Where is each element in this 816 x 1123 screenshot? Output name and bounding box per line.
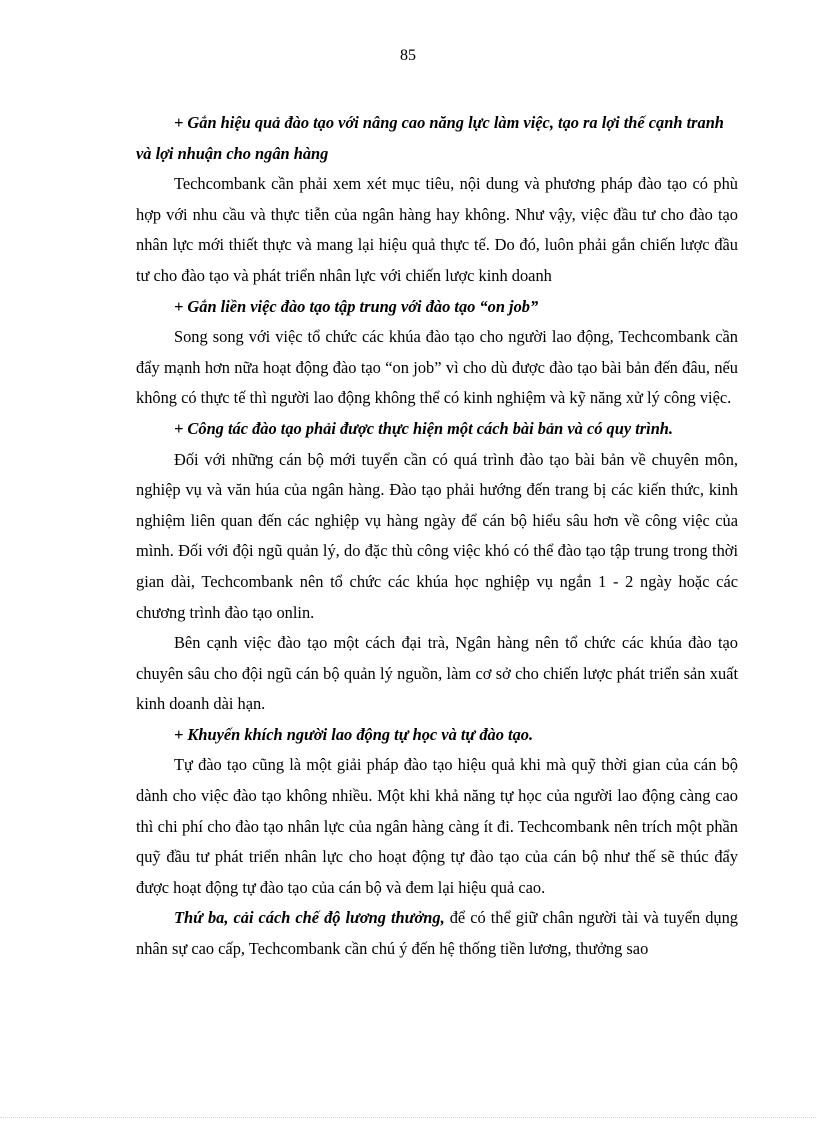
section-heading-self-study: + Khuyến khích người lao động tự học và tự đào tạo. [174, 724, 534, 744]
paragraph-on-job-training: Song song với việc tổ chức các khúa đào tạo cho người lao động, Techcombank cần đẩy mạnh hơn nữa hoạt động đào tạo “on job” vì cho dù được đào tạo bài bản đến đâu, nếu không có thực tế thì người lao động không thể có kinh nghiệm và kỹ năng xử lý công việc. [136, 327, 738, 408]
paragraph-specialized-training: Bên cạnh việc đào tạo một cách đại trà, Ngân hàng nên tổ chức các khúa đào tạo chuyên sâu cho đội ngũ cán bộ quản lý nguồn, làm cơ sở cho chiến lược phát triển sản xuất kinh doanh dài hạn. [136, 633, 738, 714]
paragraph-training-objectives: Techcombank cần phải xem xét mục tiêu, nội dung và phương pháp đào tạo có phù hợp với nhu cầu và thực tiễn của ngân hàng hay không. Như vậy, việc đầu tư cho đào tạo nhân lực mới thiết thực và mang lại hiệu quả thực tế. Do đó, luôn phải gắn chiến lược đầu tư cho đào tạo và phát triển nhân lực với chiến lược kinh doanh [136, 174, 738, 285]
paragraph-new-staff-training: Đối với những cán bộ mới tuyển cần có quá trình đào tạo bài bản về chuyên môn, nghiệp vụ và văn húa của ngân hàng. Đào tạo phải hướng đến trang bị các kiến thức, kinh nghiệm liên quan đến các nghiệp vụ hàng ngày để cán bộ hiểu sâu hơn về công việc của mình. Đối với đội ngũ quản lý, do đặc thù công việc khó có thể đào tạo tập trung trong thời gian dài, Techcombank nên tổ chức các khúa học nghiệp vụ ngắn 1 - 2 ngày hoặc các chương trình đào tạo onlin. [136, 449, 738, 622]
salary-reform-lead: Thứ ba, cải cách chế độ lương thưởng, [174, 908, 445, 928]
salary-reform-text: để có thể giữ chân người tài và tuyển dụng nhân sự cao cấp, Techcombank cần chú ý đến hệ thống tiền lương, thưởng sao [136, 908, 738, 959]
paragraph-self-training: Tự đào tạo cũng là một giải pháp đào tạo hiệu quả khi mà quỹ thời gian của cán bộ dành cho việc đào tạo không nhiều. Một khi khả năng tự học của người lao động càng cao thì chi phí cho đào tạo nhân lực của ngân hàng càng ít đi. Techcombank nên trích một phần quỹ đầu tư phát triển nhân lực cho hoạt động tự đào tạo của cán bộ như thế sẽ thúc đẩy được hoạt động tự đào tạo của cán bộ và đem lại hiệu quả cao. [136, 755, 738, 897]
page-number: 85 [400, 47, 416, 64]
section-heading-training-effectiveness: + Gắn hiệu quả đào tạo với nâng cao năng lực làm việc, tạo ra lợi thế cạnh tranh và lợi nhuận cho ngân hàng [136, 113, 724, 163]
section-heading-training-process: + Công tác đào tạo phải được thực hiện một cách bài bản và có quy trình. [174, 418, 674, 438]
paragraph-salary-reform [136, 903, 738, 964]
section-heading-on-job-training: + Gắn liền việc đào tạo tập trung với đào tạo “on job” [174, 296, 539, 316]
document-body [136, 108, 738, 965]
page-bottom-divider [0, 1117, 816, 1118]
